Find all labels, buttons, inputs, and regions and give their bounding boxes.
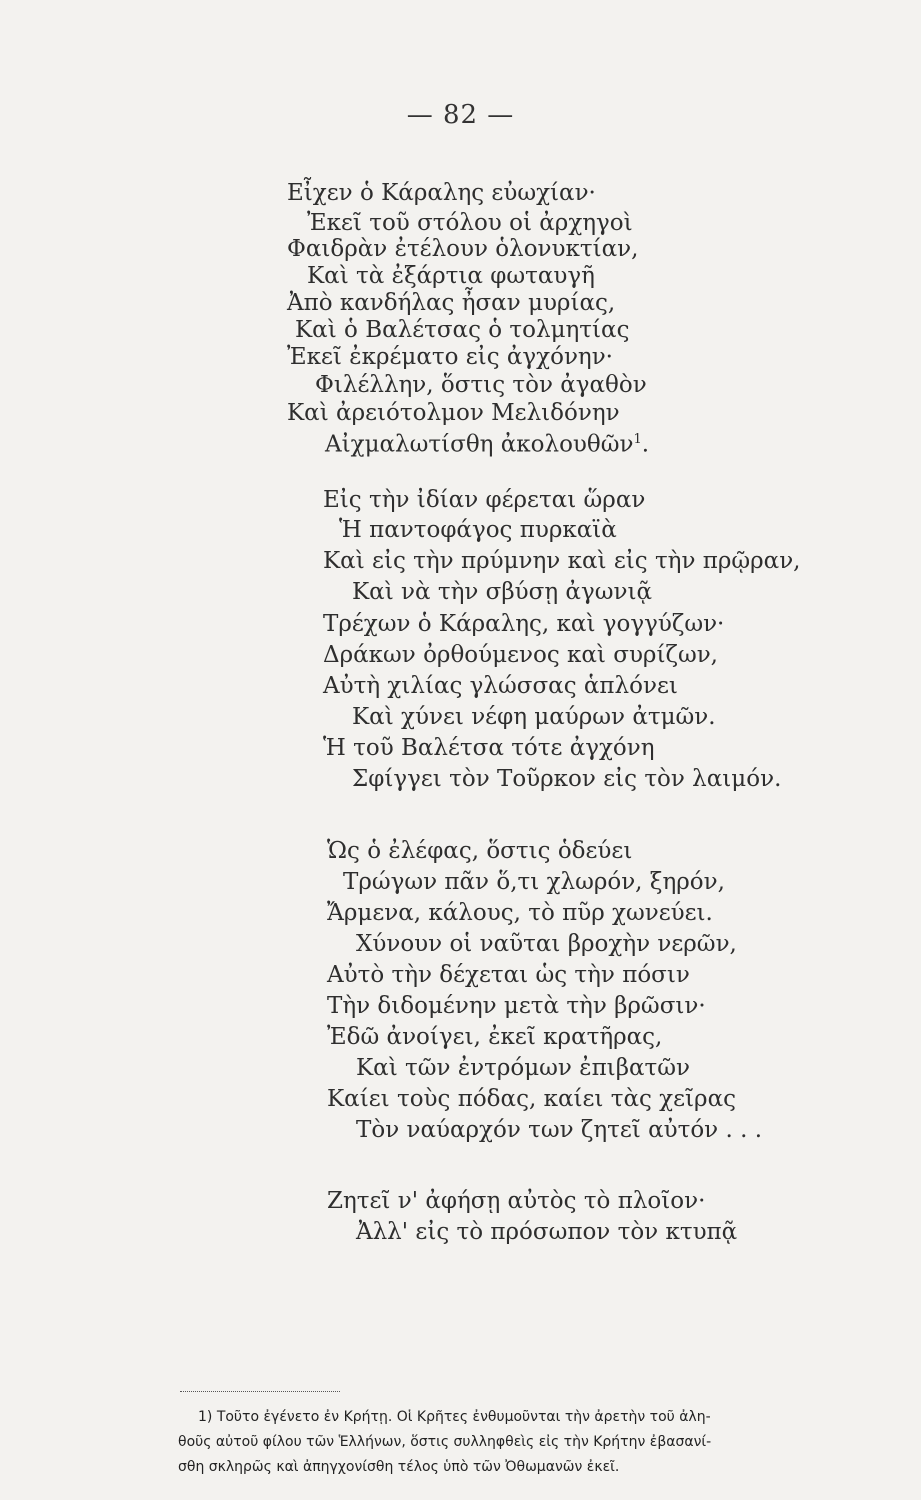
verse-line: Ἄρμενα, κάλους, τὸ πῦρ χωνεύει. xyxy=(327,900,713,926)
verse-line: Καὶ τῶν ἐντρόμων ἐπιβατῶν xyxy=(356,1055,690,1081)
page-number: — 82 — xyxy=(406,100,515,130)
verse-line: Εἰς τὴν ἰδίαν φέρεται ὥραν xyxy=(323,487,646,513)
verse-text: Αἰχμαλωτίσθη ἀκολουθῶν xyxy=(325,431,634,458)
verse-line: Ἐκεῖ τοῦ στόλου οἱ ἀρχηγοὶ xyxy=(307,210,633,236)
verse-line: Φιλέλλην, ὅστις τὸν ἀγαθὸν xyxy=(315,372,647,398)
verse-line: Ἀλλ' εἰς τὸ πρόσωπον τὸν κτυπᾷ xyxy=(356,1219,738,1245)
verse-line: Καὶ ὁ Βαλέτσας ὁ τολμητίας xyxy=(295,317,630,343)
verse-line: Αὐτὸ τὴν δέχεται ὡς τὴν πόσιν xyxy=(327,962,690,988)
verse-line: Χύνουν οἱ ναῦται βροχὴν νερῶν, xyxy=(356,931,737,957)
verse-line: Τὸν ναύαρχόν των ζητεῖ αὐτόν . . . xyxy=(356,1117,763,1143)
verse-line: Δράκων ὀρθούμενος καὶ συρίζων, xyxy=(323,642,718,668)
verse-line: Ζητεῖ ν' ἀφήσῃ αὐτὸς τὸ πλοῖον· xyxy=(327,1188,706,1214)
verse-line: Τὴν διδομένην μετὰ τὴν βρῶσιν· xyxy=(327,993,706,1019)
verse-line: Ἡ τοῦ Βαλέτσα τότε ἀγχόνη xyxy=(323,735,655,761)
verse-line: Ἐκεῖ ἐκρέματο εἰς ἀγχόνην· xyxy=(287,344,613,370)
footnote-divider xyxy=(180,1391,340,1392)
verse-line: Καὶ τὰ ἐξάρτια φωταυγῆ xyxy=(307,263,595,289)
footnote-line: σθη σκληρῶς καὶ ἀπηγχονίσθη τέλος ὑπὸ τῶν Ὀθωμανῶν ἐκεῖ. xyxy=(178,1459,620,1475)
verse-line: Αὐτὴ χιλίας γλώσσας ἁπλόνει xyxy=(323,673,678,699)
verse-line: Αἰχμαλωτίσθη ἀκολουθῶν$^1$. xyxy=(325,431,650,458)
verse-line: Ἐδῶ ἀνοίγει, ἐκεῖ κρατῆρας, xyxy=(327,1024,663,1050)
verse-line: Ὡς ὁ ἐλέφας, ὅστις ὁδεύει xyxy=(327,838,633,864)
verse-line: Ἡ παντοφάγος πυρκαϊὰ xyxy=(339,517,617,543)
verse-line: Καὶ ἀρειότολμον Μελιδόνην xyxy=(287,400,620,426)
verse-line: Καὶ χύνει νέφη μαύρων ἀτμῶν. xyxy=(352,704,716,730)
verse-line: Φαιδρὰν ἐτέλουν ὁλονυκτίαν, xyxy=(287,236,639,262)
verse-line: Καίει τοὺς πόδας, καίει τὰς χεῖρας xyxy=(327,1086,736,1112)
verse-line: Σφίγγει τὸν Τοῦρκον εἰς τὸν λαιμόν. xyxy=(352,766,782,792)
verse-line: Καὶ εἰς τὴν πρύμνην καὶ εἰς τὴν πρῷραν, xyxy=(323,548,801,574)
footnote-line: θοῦς αὐτοῦ φίλου τῶν Ἑλλήνων, ὅστις συλληφθεὶς εἰς τὴν Κρήτην ἐβασανί- xyxy=(178,1434,712,1450)
footnote-line: 1) Τοῦτο ἐγένετο ἐν Κρήτῃ. Οἱ Κρῆτες ἐνθυμοῦνται τὴν ἀρετὴν τοῦ ἀλη- xyxy=(198,1409,711,1425)
verse-line: Εἶχεν ὁ Κάραλης εὐωχίαν· xyxy=(287,180,596,206)
verse-line: Ἀπὸ κανδήλας ἦσαν μυρίας, xyxy=(287,290,616,316)
verse-line: Τρώγων πᾶν ὅ,τι χλωρόν, ξηρόν, xyxy=(343,869,725,895)
verse-line: Τρέχων ὁ Κάραλης, καὶ γογγύζων· xyxy=(323,611,725,637)
footnote-marker: 1 xyxy=(633,432,642,447)
verse-line: Καὶ νὰ τὴν σβύσῃ ἀγωνιᾷ xyxy=(352,579,652,605)
